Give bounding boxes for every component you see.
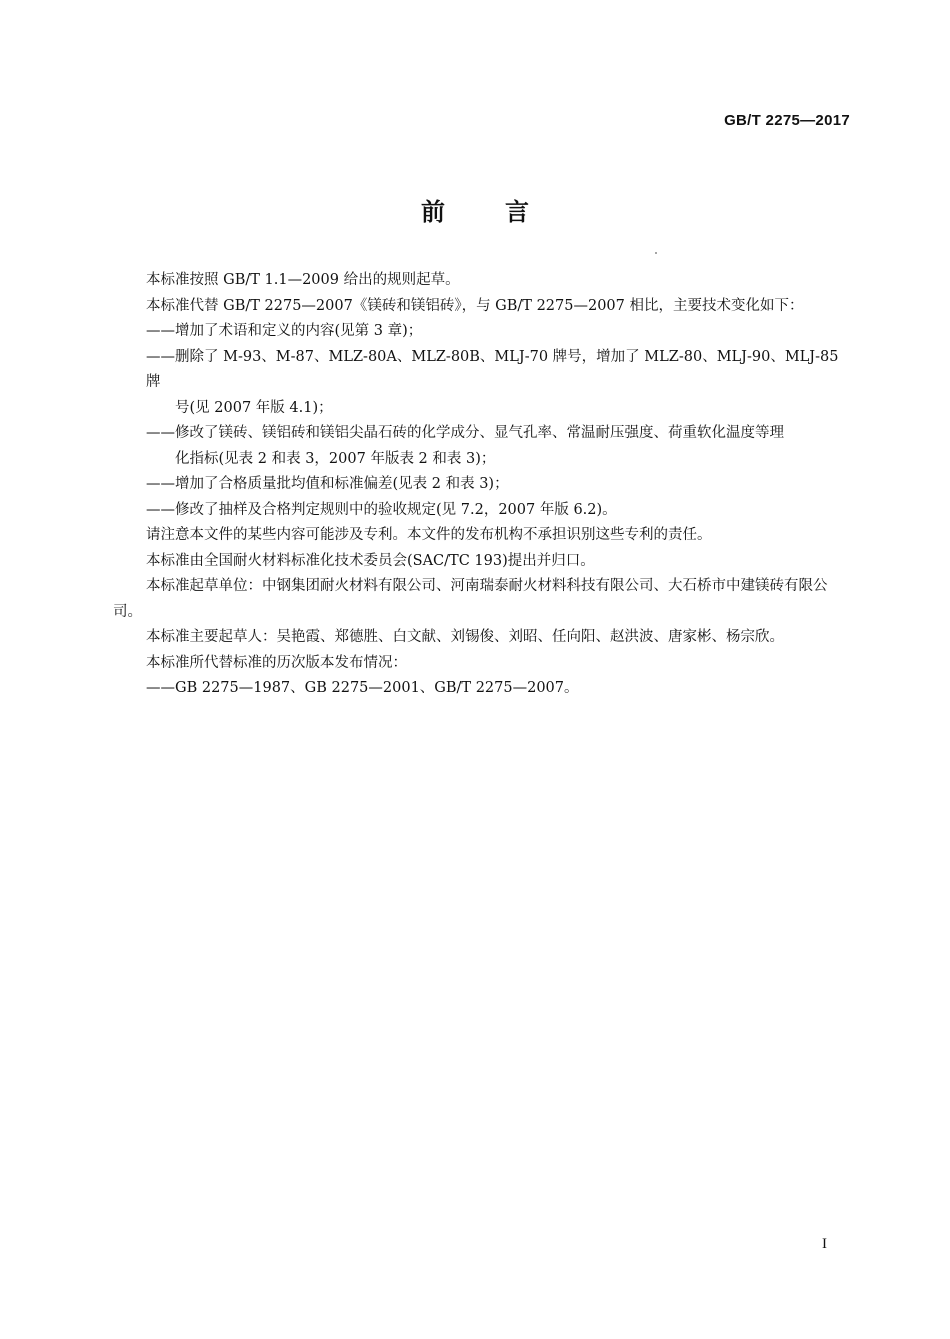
standard-number: GB/T 2275—2017 [724, 112, 850, 129]
change-item-quality [113, 472, 853, 498]
change-item-terms [113, 319, 853, 345]
change-item-text: ——增加了术语和定义的内容(见第 3 章)； [146, 323, 423, 339]
page-number: I [822, 1236, 827, 1252]
history-item-text: ——GB 2275—1987、GB 2275—2001、GB/T 2275—2007。 [146, 680, 579, 696]
scan-speck [655, 252, 657, 254]
paragraph-drafting-units: 本标准起草单位：中钢集团耐火材料有限公司、河南瑞泰耐火材料科技有限公司、大石桥市中建镁砖有限公司。 [113, 578, 828, 620]
foreword-body [113, 268, 853, 702]
change-item-indices [113, 421, 853, 472]
change-item-continuation: 化指标(见表 2 和表 3，2007 年版表 2 和表 3)； [175, 450, 496, 467]
change-item-text: ——修改了镁砖、镁铝砖和镁铝尖晶石砖的化学成分、显气孔率、常温耐压强度、荷重软化温度等理 [146, 425, 784, 441]
change-item-text: ——删除了 M-93、M-87、MLZ-80A、MLZ-80B、MLJ-70 牌号，增加了 MLZ-80、MLJ-90、MLJ-85 牌 [146, 348, 839, 390]
paragraph-proposer: 本标准由全国耐火材料标准化技术委员会(SAC/TC 193)提出并归口。 [146, 552, 595, 569]
paragraph-patent-notice: 请注意本文件的某些内容可能涉及专利。本文件的发布机构不承担识别这些专利的责任。 [146, 527, 712, 543]
paragraph-replacement: 本标准代替 GB/T 2275—2007《镁砖和镁铝砖》，与 GB/T 2275—2007 相比，主要技术变化如下： [146, 297, 804, 314]
change-item-grades [113, 345, 853, 422]
paragraph-drafting-rules: 本标准按照 GB/T 1.1—2009 给出的规则起草。 [146, 272, 460, 288]
change-item-text: ——修改了抽样及合格判定规则中的验收规定(见 7.2，2007 年版 6.2)。 [146, 501, 617, 518]
change-item-sampling [113, 498, 853, 524]
page-title: 前言 [421, 198, 589, 226]
change-item-continuation: 号(见 2007 年版 4.1)； [175, 399, 333, 416]
change-item-text: ——增加了合格质量批均值和标准偏差(见表 2 和表 3)； [146, 476, 509, 492]
paragraph-drafters: 本标准主要起草人：吴艳霞、郑德胜、白文献、刘锡俊、刘昭、任向阳、赵洪波、唐家彬、杨宗欣。 [146, 629, 784, 645]
history-item [113, 676, 853, 702]
paragraph-history: 本标准所代替标准的历次版本发布情况： [146, 654, 407, 671]
